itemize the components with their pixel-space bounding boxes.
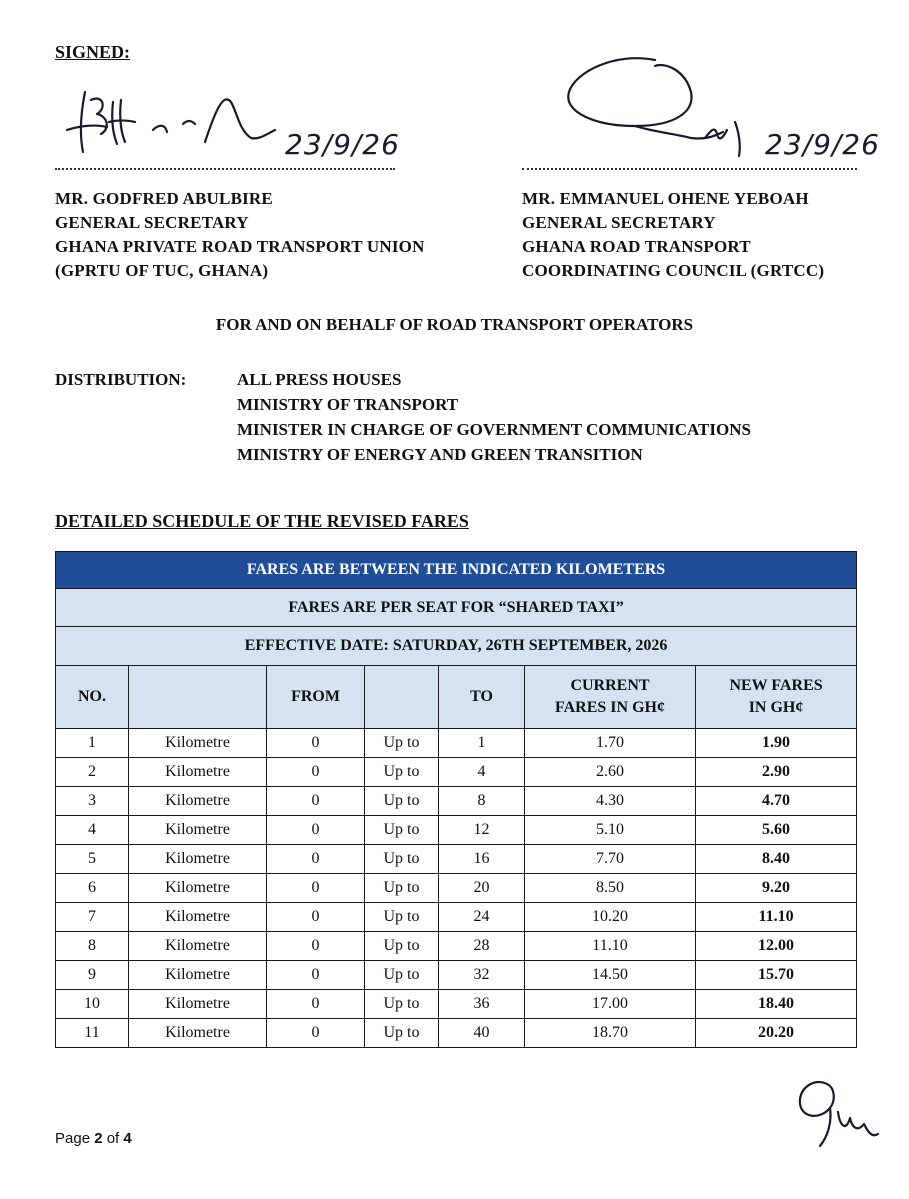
cell-no: 2 <box>56 758 129 787</box>
cell-new: 9.20 <box>696 874 857 903</box>
cell-no: 6 <box>56 874 129 903</box>
cell-unit: Kilometre <box>129 758 267 787</box>
cell-to: 32 <box>439 961 525 990</box>
signatory-left-name: MR. GODFRED ABULBIRE <box>55 189 273 208</box>
distribution-item: MINISTRY OF ENERGY AND GREEN TRANSITION <box>237 445 643 464</box>
col-header-unit <box>129 666 267 729</box>
cell-upto: Up to <box>365 932 439 961</box>
cell-from: 0 <box>267 903 365 932</box>
table-row <box>56 787 857 816</box>
col-header-new-l1: NEW FARES <box>729 677 823 694</box>
cell-upto: Up to <box>365 729 439 758</box>
col-header-current-l1: CURRENT <box>570 677 650 694</box>
cell-to: 20 <box>439 874 525 903</box>
cell-upto: Up to <box>365 961 439 990</box>
signatory-right-title: GENERAL SECRETARY <box>522 213 716 232</box>
distribution-item: MINISTRY OF TRANSPORT <box>237 395 459 414</box>
cell-unit: Kilometre <box>129 903 267 932</box>
signature-left-date: 23/9/26 <box>285 128 400 161</box>
banner-effective-date: EFFECTIVE DATE: SATURDAY, 26TH SEPTEMBER, 2026 <box>56 627 857 666</box>
cell-new: 12.00 <box>696 932 857 961</box>
cell-to: 28 <box>439 932 525 961</box>
table-row <box>56 874 857 903</box>
cell-current: 18.70 <box>525 1019 696 1048</box>
cell-current: 7.70 <box>525 845 696 874</box>
cell-unit: Kilometre <box>129 1019 267 1048</box>
signature-right-date: 23/9/26 <box>765 128 880 161</box>
cell-upto: Up to <box>365 816 439 845</box>
banner-row <box>56 552 857 589</box>
cell-new: 8.40 <box>696 845 857 874</box>
page-current: 2 <box>94 1130 103 1147</box>
cell-to: 40 <box>439 1019 525 1048</box>
banner-kilometers: FARES ARE BETWEEN THE INDICATED KILOMETERS <box>56 552 857 589</box>
cell-current: 2.60 <box>525 758 696 787</box>
distribution-item: ALL PRESS HOUSES <box>237 370 402 389</box>
page-number <box>55 1130 132 1147</box>
signatory-right-org1: GHANA ROAD TRANSPORT <box>522 237 751 256</box>
table-row <box>56 816 857 845</box>
table-row <box>56 729 857 758</box>
cell-current: 8.50 <box>525 874 696 903</box>
cell-upto: Up to <box>365 903 439 932</box>
cell-upto: Up to <box>365 758 439 787</box>
cell-from: 0 <box>267 816 365 845</box>
cell-unit: Kilometre <box>129 816 267 845</box>
schedule-heading: DETAILED SCHEDULE OF THE REVISED FARES <box>55 511 469 531</box>
cell-to: 1 <box>439 729 525 758</box>
cell-current: 11.10 <box>525 932 696 961</box>
cell-new: 5.60 <box>696 816 857 845</box>
cell-current: 17.00 <box>525 990 696 1019</box>
cell-to: 24 <box>439 903 525 932</box>
fares-table <box>55 551 857 1048</box>
signatory-right-org2: COORDINATING COUNCIL (GRTCC) <box>522 261 825 280</box>
col-header-new <box>696 666 857 729</box>
initials-signature <box>790 1072 885 1152</box>
cell-no: 8 <box>56 932 129 961</box>
cell-no: 7 <box>56 903 129 932</box>
signatory-right <box>522 187 824 283</box>
cell-unit: Kilometre <box>129 845 267 874</box>
column-header-row <box>56 666 857 729</box>
cell-upto: Up to <box>365 990 439 1019</box>
cell-no: 10 <box>56 990 129 1019</box>
cell-to: 12 <box>439 816 525 845</box>
cell-new: 2.90 <box>696 758 857 787</box>
col-header-from: FROM <box>267 666 365 729</box>
cell-new: 4.70 <box>696 787 857 816</box>
signature-right-line <box>522 168 857 170</box>
page-prefix: Page <box>55 1130 95 1147</box>
cell-upto: Up to <box>365 787 439 816</box>
cell-current: 4.30 <box>525 787 696 816</box>
cell-no: 5 <box>56 845 129 874</box>
banner-row <box>56 627 857 666</box>
banner-per-seat: FARES ARE PER SEAT FOR “SHARED TAXI” <box>56 589 857 627</box>
cell-unit: Kilometre <box>129 874 267 903</box>
cell-current: 5.10 <box>525 816 696 845</box>
distribution-item: MINISTER IN CHARGE OF GOVERNMENT COMMUNICATIONS <box>237 420 751 439</box>
cell-to: 8 <box>439 787 525 816</box>
cell-unit: Kilometre <box>129 990 267 1019</box>
table-row <box>56 1019 857 1048</box>
cell-current: 1.70 <box>525 729 696 758</box>
cell-new: 20.20 <box>696 1019 857 1048</box>
col-header-current-l2: FARES IN GH¢ <box>555 699 665 716</box>
signatory-left-org1: GHANA PRIVATE ROAD TRANSPORT UNION <box>55 237 425 256</box>
table-row <box>56 903 857 932</box>
table-row <box>56 961 857 990</box>
cell-new: 15.70 <box>696 961 857 990</box>
cell-new: 18.40 <box>696 990 857 1019</box>
cell-from: 0 <box>267 845 365 874</box>
cell-no: 9 <box>56 961 129 990</box>
cell-to: 4 <box>439 758 525 787</box>
cell-current: 14.50 <box>525 961 696 990</box>
signatory-left-title: GENERAL SECRETARY <box>55 213 249 232</box>
cell-to: 16 <box>439 845 525 874</box>
col-header-new-l2: IN GH¢ <box>748 699 804 716</box>
cell-unit: Kilometre <box>129 932 267 961</box>
table-row <box>56 758 857 787</box>
distribution-label: DISTRIBUTION: <box>55 370 187 389</box>
cell-no: 1 <box>56 729 129 758</box>
table-row <box>56 845 857 874</box>
col-header-upto <box>365 666 439 729</box>
cell-upto: Up to <box>365 874 439 903</box>
col-header-to: TO <box>439 666 525 729</box>
page-of: of <box>102 1130 124 1147</box>
cell-to: 36 <box>439 990 525 1019</box>
signature-left <box>55 72 285 162</box>
behalf-line: FOR AND ON BEHALF OF ROAD TRANSPORT OPERATORS <box>215 315 694 334</box>
cell-from: 0 <box>267 932 365 961</box>
signatory-left-org2: (GPRTU OF TUC, GHANA) <box>55 261 269 280</box>
banner-row <box>56 589 857 627</box>
signatory-left <box>55 187 425 283</box>
cell-unit: Kilometre <box>129 729 267 758</box>
cell-current: 10.20 <box>525 903 696 932</box>
cell-new: 11.10 <box>696 903 857 932</box>
signature-right <box>555 42 785 162</box>
cell-unit: Kilometre <box>129 787 267 816</box>
distribution-list <box>237 367 751 467</box>
table-row <box>56 990 857 1019</box>
cell-from: 0 <box>267 787 365 816</box>
signature-left-line <box>55 168 395 170</box>
cell-new: 1.90 <box>696 729 857 758</box>
cell-no: 4 <box>56 816 129 845</box>
cell-unit: Kilometre <box>129 961 267 990</box>
cell-from: 0 <box>267 961 365 990</box>
cell-from: 0 <box>267 874 365 903</box>
col-header-current <box>525 666 696 729</box>
page-total: 4 <box>123 1130 132 1147</box>
signatory-right-name: MR. EMMANUEL OHENE YEBOAH <box>522 189 809 208</box>
col-header-no: NO. <box>56 666 129 729</box>
cell-from: 0 <box>267 729 365 758</box>
signed-label: SIGNED: <box>55 42 131 62</box>
table-row <box>56 932 857 961</box>
cell-upto: Up to <box>365 1019 439 1048</box>
cell-from: 0 <box>267 1019 365 1048</box>
cell-from: 0 <box>267 758 365 787</box>
cell-no: 3 <box>56 787 129 816</box>
cell-no: 11 <box>56 1019 129 1048</box>
cell-upto: Up to <box>365 845 439 874</box>
cell-from: 0 <box>267 990 365 1019</box>
